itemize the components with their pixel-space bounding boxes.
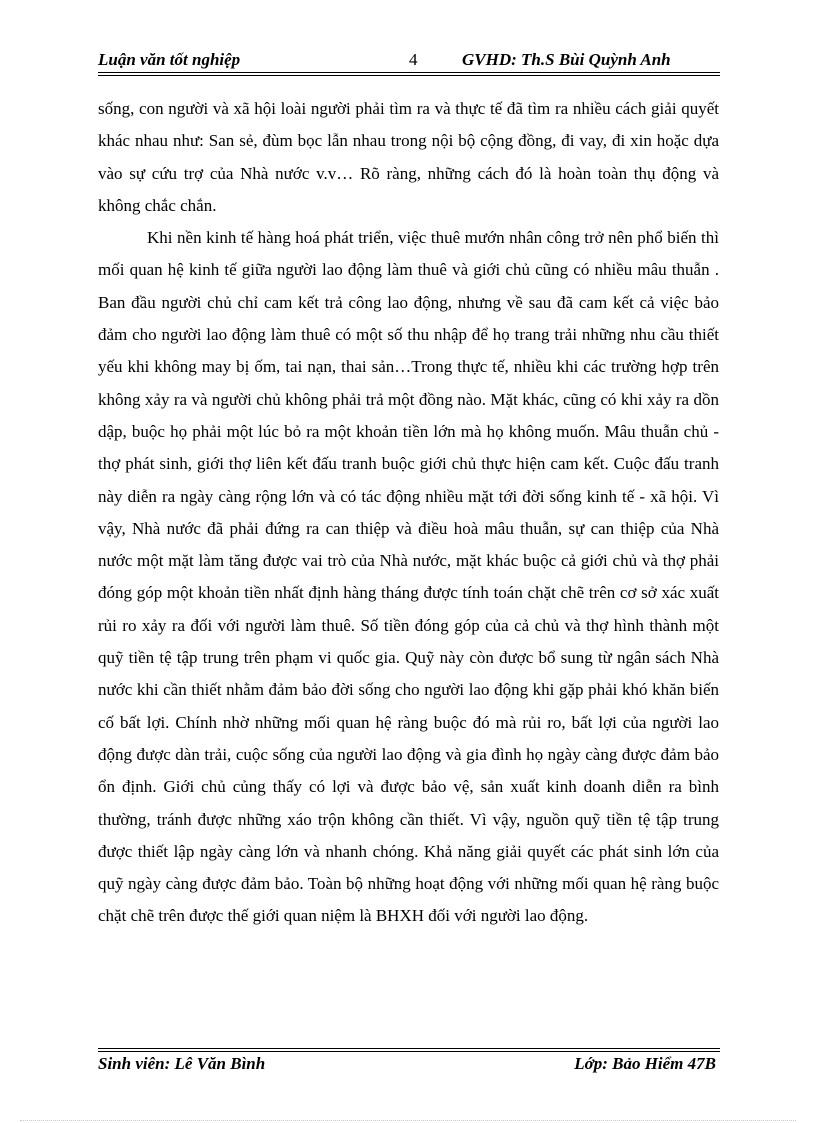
header-supervisor: GVHD: Th.S Bùi Quỳnh Anh xyxy=(462,50,671,69)
body-text xyxy=(98,93,719,933)
footer-rule-thin xyxy=(98,1048,720,1049)
paragraph-continuation: sống, con người và xã hội loài người phải tìm ra và thực tế đã tìm ra nhiều cách giải quyết khác nhau như: San sẻ, đùm bọc lẫn nhau trong nội bộ cộng đồng, đi vay, đi xin hoặc dựa vào sự cứu trợ của Nhà nước v.v… Rõ ràng, những cách đó là hoàn toàn thụ động và không chắc chắn. xyxy=(98,99,719,215)
page-header xyxy=(98,48,720,72)
footer-rule-thick xyxy=(98,1051,720,1052)
paragraph-main: Khi nền kinh tế hàng hoá phát triển, việc thuê mướn nhân công trở nên phổ biến thì mối quan hệ kinh tế giữa người lao động làm thuê và giới chủ cũng có nhiều mâu thuẫn . Ban đầu người chủ chỉ cam kết trả công lao động, nhưng về sau đã cam kết cả việc bảo đảm cho người lao động làm thuê có một số thu nhập để họ trang trải những nhu cầu thiết yếu khi không may bị ốm, tai nạn, thai sản…Trong thực tế, nhiều khi các trường hợp trên không xảy ra và người chủ không phải trả một đồng nào. Mặt khác, cũng có khi xảy ra dồn dập, buộc họ phải một lúc bỏ ra một khoản tiền lớn mà họ không muốn. Mâu thuẫn chủ - thợ phát sinh, giới thợ liên kết đấu tranh buộc giới chủ thực hiện cam kết. Cuộc đấu tranh này diễn ra ngày càng rộng lớn và có tác động nhiều mặt tới đời sống kinh tế - xã hội. Vì vậy, Nhà nước đã phải đứng ra can thiệp và điều hoà mâu thuẫn, sự can thiệp của Nhà nước một mặt làm tăng được vai trò của Nhà nước, mặt khác buộc cả giới chủ và thợ phải đóng góp một khoản tiền nhất định hàng tháng được tính toán chặt chẽ trên cơ sở xác xuất rủi ro xảy ra đối với người làm thuê. Số tiền đóng góp của cả chủ và thợ hình thành một quỹ tiền tệ tập trung trên phạm vi quốc gia. Quỹ này còn được bổ sung từ ngân sách Nhà nước khi cần thiết nhằm đảm bảo đời sống cho người lao động khi gặp phải khó khăn biến cố bất lợi. Chính nhờ những mối quan hệ ràng buộc đó mà rủi ro, bất lợi của người lao động được dàn trải, cuộc sống của người lao động và gia đình họ ngày càng được đảm bảo ổn định. Giới chủ củng thấy có lợi và được bảo vệ, sản xuất kinh doanh diễn ra bình thường, tránh được những xáo trộn không cần thiết. Vì vậy, nguồn quỹ tiền tệ tập trung được thiết lập ngày càng lớn và nhanh chóng. Khả năng giải quyết các phát sinh lớn của quỹ ngày càng được đảm bảo. Toàn bộ những hoạt động với những mối quan hệ ràng buộc chặt chẽ trên được thế giới quan niệm là BHXH đối với người lao động. xyxy=(98,228,719,926)
page-footer xyxy=(98,1054,720,1078)
footer-student-name: Sinh viên: Lê Văn Bình xyxy=(98,1054,266,1073)
page-edge-divider xyxy=(20,1120,796,1121)
header-thesis-title: Luận văn tốt nghiệp xyxy=(98,50,241,69)
footer-class-name: Lớp: Bảo Hiểm 47B xyxy=(574,1054,716,1073)
header-page-number: 4 xyxy=(409,50,418,69)
header-rule-thin xyxy=(98,75,720,76)
header-rule-thick xyxy=(98,72,720,73)
